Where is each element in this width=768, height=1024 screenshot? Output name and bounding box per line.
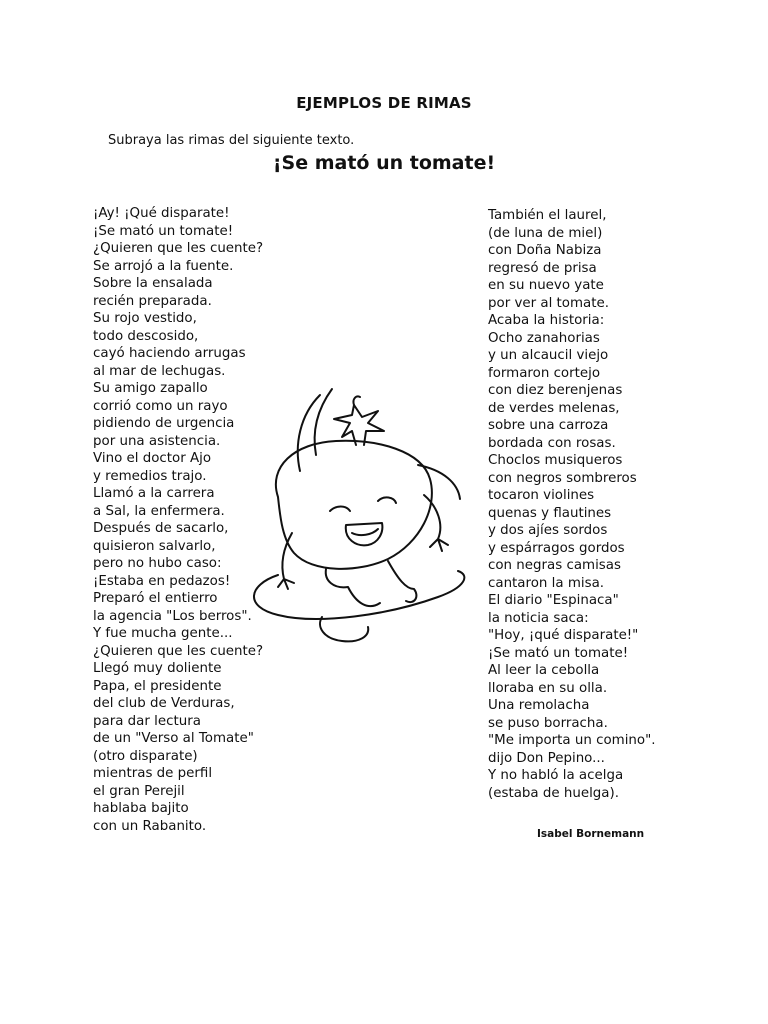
poem-line: Y no habló la acelga [488,768,624,783]
poem-line: lloraba en su olla. [488,680,608,696]
page-title: EJEMPLOS DE RIMAS [296,94,472,112]
poem-line: "Hoy, ¡qué disparate!" [488,628,639,643]
poem-line: Ocho zanahorias [488,330,600,346]
poem-title-text: ¡Se mató un tomate! [272,152,496,174]
poem-line: (estaba de huelga). [488,785,619,801]
poem-line: con negras camisas [488,558,621,573]
poem-line: ¿Quieren que les cuente? [93,241,264,256]
poem-line: pidiendo de urgencia [93,416,235,431]
poem-line: regresó de prisa [488,260,597,276]
poem-line: Llamó a la carrera [93,486,215,501]
poem-line: hablaba bajito [93,801,189,816]
poem-line: de verdes melenas, [488,400,620,416]
poem-line: Al leer la cebolla [488,663,600,678]
poem-line: pero no hubo caso: [93,556,222,571]
poem-line: del club de Verduras, [93,696,235,711]
instruction-text: Subraya las rimas del siguiente texto. [108,133,355,148]
poem-line: con diez berenjenas [488,383,623,398]
poem-line: con un Rabanito. [93,818,207,834]
poem-line: con Doña Nabiza [488,243,602,258]
poem-line: con negros sombreros [488,470,637,486]
poem-line: bordada con rosas. [488,435,616,451]
poem-line: (de luna de miel) [488,225,603,241]
poem-title [0,152,768,174]
poem-line: ¡Se mató un tomate! [488,645,629,661]
poem-line: También el laurel, [488,208,607,223]
poem-line: mientras de perfil [93,766,213,781]
author-name: Isabel Bornemann [537,828,645,840]
poem-line: y remedios trajo. [93,468,207,484]
poem-line: "Me importa un comino". [488,733,656,748]
poem-line: y espárragos gordos [488,540,625,556]
poem-line: Su amigo zapallo [93,381,208,396]
poem-line: (otro disparate) [93,748,198,764]
poem-line: Preparó el entierro [93,591,218,606]
poem-line: y un alcaucil viejo [488,348,609,363]
poem-line: se puso borracha. [488,715,608,731]
poem-line: sobre una carroza [488,418,609,433]
poem-line: Después de sacarlo, [93,521,229,536]
tomato-character-icon [238,375,478,655]
poem-line: cantaron la misa. [488,575,605,591]
poem-line: a Sal, la enfermera. [93,503,225,519]
poem-line: Sobre la ensalada [93,276,213,291]
poem-line: tocaron violines [488,488,595,503]
poem-line: quisieron salvarlo, [93,538,216,554]
poem-line: ¿Quieren que les cuente? [93,643,264,659]
poem-line: ¡Ay! ¡Qué disparate! [93,206,230,221]
poem-line: ¡Se mató un tomate! [93,223,234,239]
poem-line: corrió como un rayo [93,398,228,414]
poem-line: por ver al tomate. [488,295,609,311]
poem-line: Vino el doctor Ajo [93,451,212,466]
poem-line: el gran Perejil [93,783,185,799]
poem-line: cayó haciendo arrugas [93,346,246,361]
poem-line: dijo Don Pepino... [488,750,605,766]
poem-line: por una asistencia. [93,433,221,449]
poem-line: Llegó muy doliente [93,661,222,676]
poem-line: al mar de lechugas. [93,363,226,379]
poem-line: El diario "Espinaca" [488,593,619,608]
poem-right-column [488,207,656,802]
poem-line: Se arrojó a la fuente. [93,258,234,274]
poem-line: Acaba la historia: [488,313,605,328]
poem-line: para dar lectura [93,713,201,729]
poem-line: Y fue mucha gente... [93,626,233,641]
poem-line: ¡Estaba en pedazos! [93,573,231,589]
poem-line: Una remolacha [488,698,590,713]
poem-line: formaron cortejo [488,365,601,381]
poem-line: Choclos musiqueros [488,453,623,468]
poem-line: y dos ajíes sordos [488,523,608,538]
poem-line: recién preparada. [93,293,212,309]
poem-line: de un "Verso al Tomate" [93,731,254,746]
poem-line: la noticia saca: [488,610,589,626]
poem-line: quenas y flautines [488,505,612,521]
poem-line: Su rojo vestido, [93,311,197,326]
poem-line: la agencia "Los berros". [93,608,252,624]
poem-line: todo descosido, [93,328,199,344]
poem-line: en su nuevo yate [488,278,604,293]
poem-line: Papa, el presidente [93,678,222,694]
